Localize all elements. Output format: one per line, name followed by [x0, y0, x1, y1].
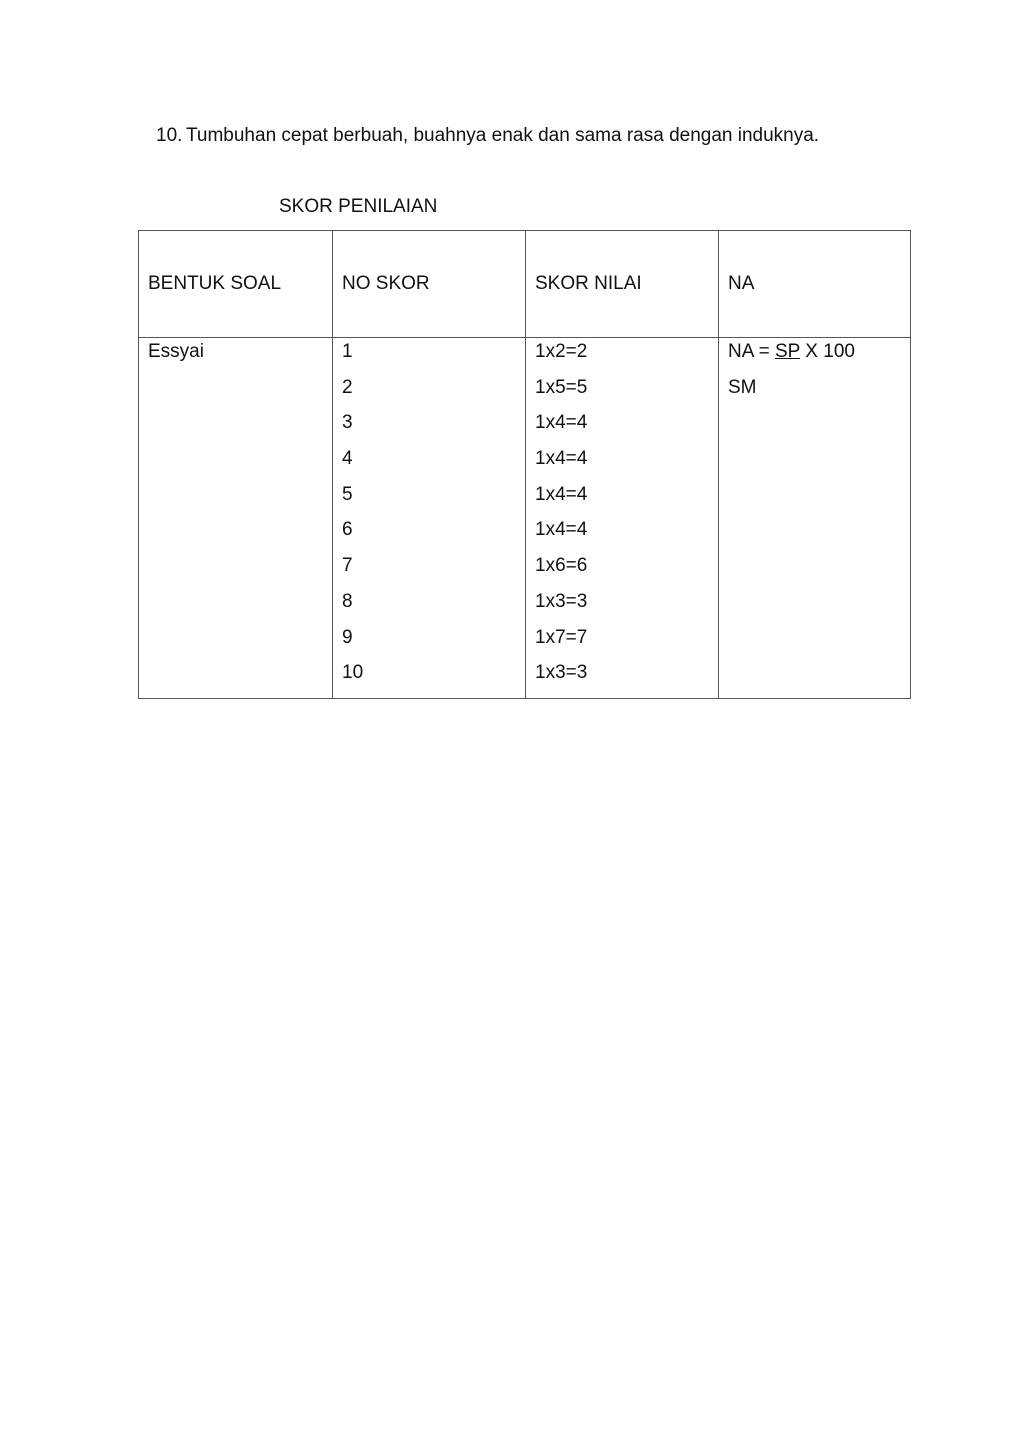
- section-title: SKOR PENILAIAN: [279, 196, 438, 217]
- question-text: Tumbuhan cepat berbuah, buahnya enak dan sama rasa dengan induknya.: [186, 125, 820, 146]
- question-item: [156, 125, 819, 147]
- skor-nilai-item: 1x5=5: [535, 376, 588, 398]
- skor-nilai-item: 1x2=2: [535, 341, 588, 362]
- na-formula-prefix: NA =: [728, 341, 775, 362]
- no-skor-item: 3: [342, 412, 353, 434]
- question-number: 10.: [156, 125, 183, 146]
- skor-nilai-item: 1x3=3: [535, 590, 588, 612]
- no-skor-item: 2: [342, 376, 353, 398]
- no-skor-item: 7: [342, 555, 353, 577]
- skor-nilai-item: 1x4=4: [535, 412, 588, 434]
- header-skor-nilai: SKOR NILAI: [526, 231, 719, 338]
- na-formula-numerator: SP: [775, 341, 801, 362]
- no-skor-item: 1: [342, 341, 353, 362]
- skor-nilai-item: 1x3=3: [535, 662, 588, 684]
- cell-na-formula: [719, 338, 911, 699]
- skor-nilai-item: 1x4=4: [535, 448, 588, 470]
- table-row: [139, 338, 911, 699]
- skor-nilai-item: 1x4=4: [535, 519, 588, 541]
- table-header-row: [139, 231, 911, 338]
- cell-no-skor: [333, 338, 526, 699]
- bentuk-soal-value: Essyai: [148, 341, 204, 362]
- no-skor-item: 4: [342, 448, 353, 470]
- cell-skor-nilai: [526, 338, 719, 699]
- score-table: [138, 230, 911, 699]
- na-formula-suffix: X 100: [800, 341, 855, 362]
- na-formula-line: [728, 341, 910, 377]
- header-na: NA: [719, 231, 911, 338]
- na-formula-denominator: SM: [728, 376, 757, 398]
- no-skor-item: 5: [342, 483, 353, 505]
- skor-nilai-item: 1x6=6: [535, 555, 588, 577]
- no-skor-item: 6: [342, 519, 353, 541]
- no-skor-item: 8: [342, 590, 353, 612]
- skor-nilai-item: 1x7=7: [535, 626, 588, 648]
- cell-bentuk-soal: [139, 338, 333, 699]
- skor-nilai-item: 1x4=4: [535, 483, 588, 505]
- header-bentuk-soal: BENTUK SOAL: [139, 231, 333, 338]
- header-no-skor: NO SKOR: [333, 231, 526, 338]
- no-skor-item: 9: [342, 626, 353, 648]
- no-skor-item: 10: [342, 662, 364, 684]
